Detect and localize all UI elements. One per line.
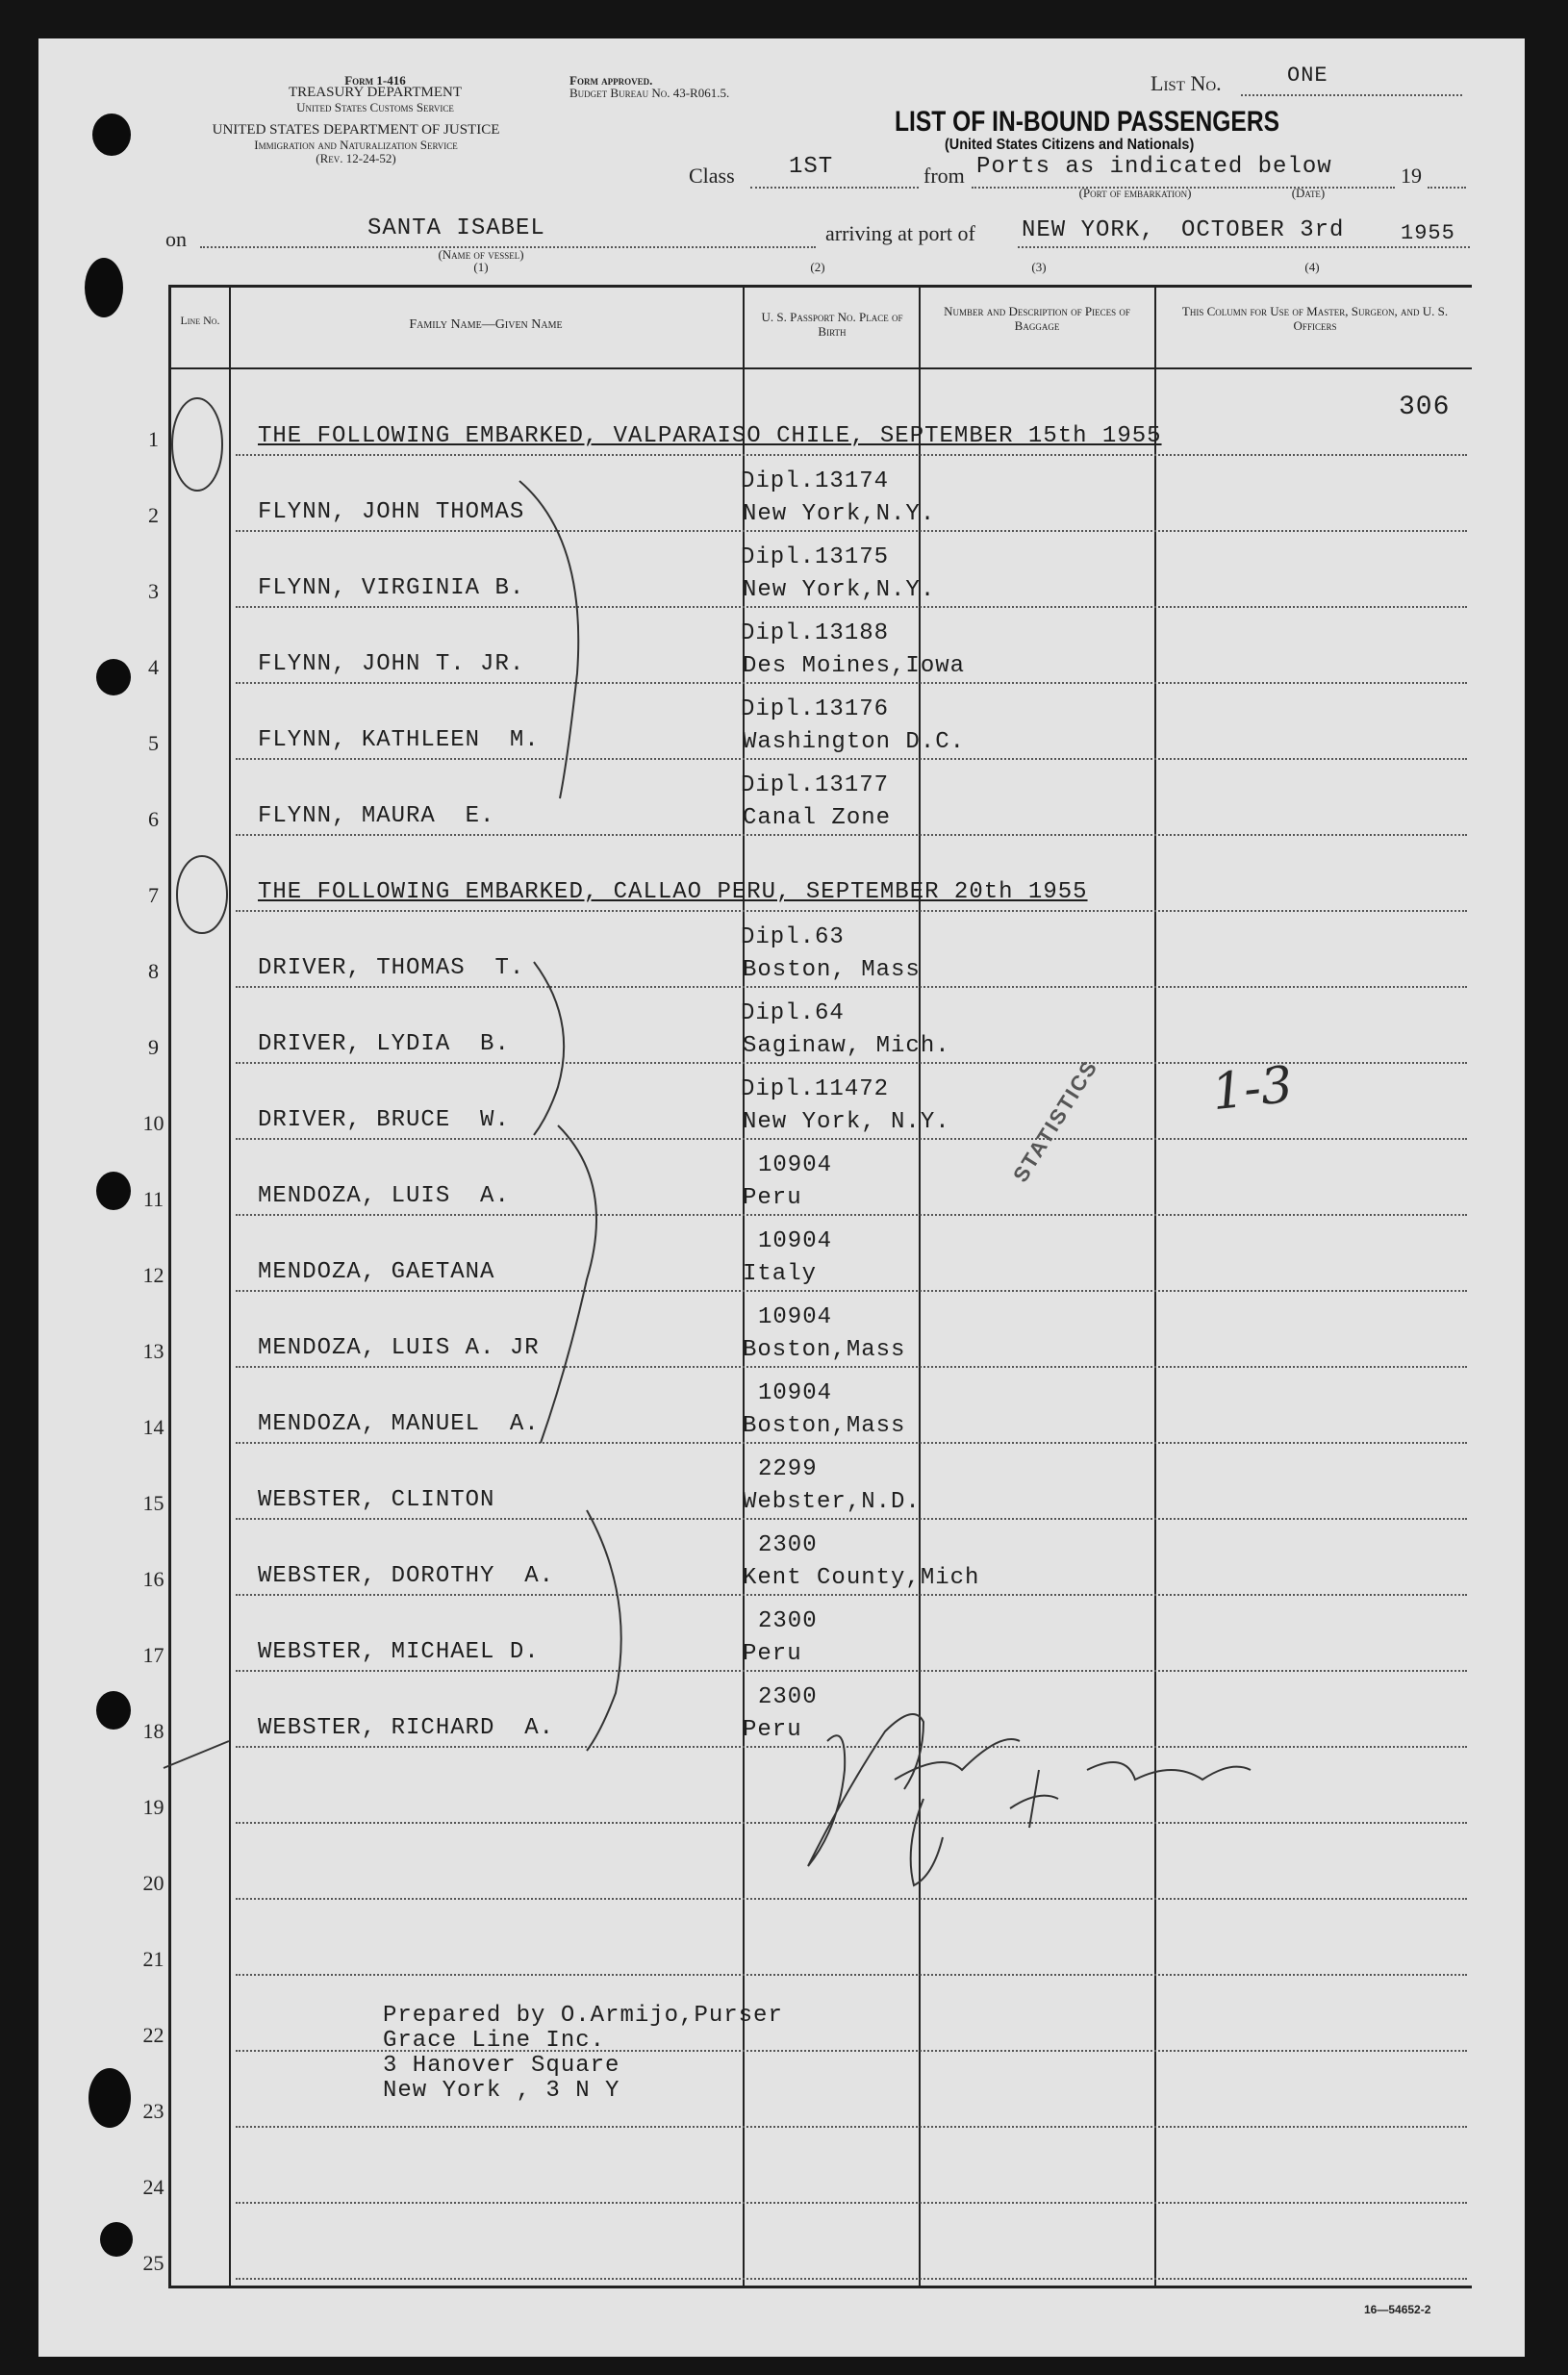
- passport-number: 2300: [758, 1684, 818, 1710]
- list-no-label: List No.: [1151, 71, 1222, 95]
- line-number: 17: [142, 1643, 164, 1667]
- place-of-birth: New York,N.Y.: [743, 501, 936, 527]
- budget-bureau: Budget Bureau No. 43-R061.5.: [569, 86, 730, 100]
- line-number: 16: [142, 1567, 164, 1591]
- line-number: 25: [142, 2251, 164, 2275]
- tick-line-18: [164, 1741, 229, 1768]
- place-of-birth: Webster,N.D.: [743, 1489, 921, 1515]
- prepared-by-line3: 3 Hanover Square: [383, 2053, 620, 2079]
- passenger-name: MENDOZA, GAETANA: [258, 1259, 495, 1285]
- line-number: 20: [142, 1871, 164, 1895]
- prepared-by-line2: Grace Line Inc.: [383, 2028, 606, 2054]
- passenger-name: FLYNN, JOHN THOMAS: [258, 499, 525, 525]
- line-number: 14: [142, 1415, 164, 1439]
- place-of-birth: Saginaw, Mich.: [743, 1033, 950, 1059]
- treasury-department: TREASURY DEPARTMENT: [288, 85, 463, 100]
- revision-date: (Rev. 12-24-52): [316, 151, 396, 165]
- line-number: 7: [148, 883, 159, 907]
- passenger-name: FLYNN, KATHLEEN M.: [258, 727, 540, 753]
- passport-number: Dipl.13177: [741, 772, 890, 798]
- place-of-birth: Boston, Mass: [743, 957, 921, 983]
- column-number-2: (2): [810, 260, 825, 274]
- passenger-name: WEBSTER, DOROTHY A.: [258, 1563, 555, 1589]
- place-of-birth: Des Moines,Iowa: [743, 653, 966, 679]
- passport-number: 2300: [758, 1532, 818, 1558]
- passport-number: Dipl.63: [741, 924, 845, 950]
- line-number: 23: [142, 2099, 164, 2123]
- line-number: 9: [148, 1035, 159, 1059]
- statistics-stamp: STATISTICS: [1008, 1054, 1103, 1187]
- passport-number: 10904: [758, 1152, 833, 1178]
- column-header-name: Family Name—Given Name: [409, 317, 563, 332]
- arrival-port: NEW YORK,: [1022, 217, 1155, 243]
- place-of-birth: Boston,Mass: [743, 1413, 906, 1439]
- place-of-birth: Peru: [743, 1717, 802, 1743]
- date-caption: (Date): [1291, 186, 1326, 200]
- justice-department: UNITED STATES DEPARTMENT OF JUSTICE: [212, 122, 500, 138]
- line-number: 15: [142, 1491, 164, 1515]
- prepared-by-line1: Prepared by O.Armijo,Purser: [383, 2003, 783, 2029]
- passenger-name: MENDOZA, LUIS A. JR: [258, 1335, 540, 1361]
- year-prefix: 19: [1401, 164, 1422, 188]
- place-of-birth: Washington D.C.: [743, 729, 966, 755]
- place-of-birth: Kent County,Mich: [743, 1565, 980, 1591]
- footer-code: 16—54652-2: [1364, 2303, 1431, 2316]
- customs-service: United States Customs Service: [296, 100, 454, 114]
- passenger-name: DRIVER, THOMAS T.: [258, 955, 525, 981]
- line-number: 5: [148, 731, 159, 755]
- port-embarkation-caption: (Port of embarkation): [1078, 186, 1192, 200]
- column-number-4: (4): [1304, 260, 1320, 274]
- passenger-name: DRIVER, BRUCE W.: [258, 1107, 510, 1133]
- from-value: Ports as indicated below: [976, 154, 1332, 180]
- passport-number: Dipl.11472: [741, 1076, 890, 1102]
- line-number: 1: [148, 427, 159, 451]
- line-number: 10: [142, 1111, 164, 1135]
- place-of-birth: Peru: [743, 1641, 802, 1667]
- page-subtitle: (United States Citizens and Nationals): [945, 137, 1195, 153]
- passenger-name: FLYNN, MAURA E.: [258, 803, 495, 829]
- line-number: 3: [148, 579, 159, 603]
- line-number: 11: [142, 1187, 164, 1211]
- line-number: 22: [142, 2023, 164, 2047]
- line-number: 18: [142, 1719, 164, 1743]
- arrival-date: OCTOBER 3rd: [1181, 217, 1345, 243]
- bracket-webster: [587, 1510, 621, 1751]
- column-header-officers: This Column for Use of Master, Surgeon, and U. S. Officers: [1181, 304, 1449, 333]
- line-number: 21: [142, 1947, 164, 1971]
- arrival-year: 1955: [1401, 221, 1455, 245]
- place-of-birth: Canal Zone: [743, 805, 892, 831]
- passport-number: 2299: [758, 1456, 818, 1482]
- vessel-caption: (Name of vessel): [438, 247, 524, 262]
- prepared-by-line4: New York , 3 N Y: [383, 2078, 620, 2104]
- form-number: Form 1-416: [344, 73, 406, 88]
- passenger-name: WEBSTER, RICHARD A.: [258, 1715, 555, 1741]
- passport-number: 10904: [758, 1228, 833, 1254]
- passenger-name: MENDOZA, MANUEL A.: [258, 1411, 540, 1437]
- immigration-service: Immigration and Naturalization Service: [254, 138, 458, 152]
- column-header-baggage: Number and Description of Pieces of Baggage: [944, 304, 1130, 333]
- bracket-driver: [534, 962, 564, 1135]
- line-number: 4: [148, 655, 159, 679]
- bracket-flynn: [519, 481, 578, 798]
- line-number: 2: [148, 503, 159, 527]
- passenger-name: FLYNN, VIRGINIA B.: [258, 575, 525, 601]
- place-of-birth: New York, N.Y.: [743, 1109, 950, 1135]
- passport-number: 10904: [758, 1304, 833, 1330]
- vessel-name: SANTA ISABEL: [367, 215, 545, 241]
- column-header-passport: U. S. Passport No. Place of Birth: [761, 310, 903, 339]
- place-of-birth: New York,N.Y.: [743, 577, 936, 603]
- passenger-name: THE FOLLOWING EMBARKED, CALLAO PERU, SEPTEMBER 20th 1955: [258, 879, 1088, 905]
- place-of-birth: Boston,Mass: [743, 1337, 906, 1363]
- class-label: Class: [689, 164, 735, 188]
- passenger-name: WEBSTER, CLINTON: [258, 1487, 495, 1513]
- passenger-name: THE FOLLOWING EMBARKED, VALPARAISO CHILE, SEPTEMBER 15th 1955: [258, 423, 1162, 449]
- annotation-1-3: 1-3: [1209, 1055, 1296, 1123]
- circle-mark-line-7: [177, 856, 227, 933]
- class-value: 1ST: [789, 154, 834, 180]
- place-of-birth: Peru: [743, 1185, 802, 1211]
- passport-number: Dipl.13175: [741, 544, 890, 570]
- column-number-3: (3): [1031, 260, 1047, 274]
- passenger-name: DRIVER, LYDIA B.: [258, 1031, 510, 1057]
- passport-number: Dipl.13174: [741, 468, 890, 494]
- bracket-mendoza: [541, 1125, 596, 1443]
- page-number: 306: [1399, 392, 1451, 422]
- place-of-birth: Italy: [743, 1261, 818, 1287]
- line-number: 12: [142, 1263, 164, 1287]
- form-approved: Form approved.: [569, 73, 653, 88]
- line-number: 19: [142, 1795, 164, 1819]
- passenger-name: FLYNN, JOHN T. JR.: [258, 651, 525, 677]
- passport-number: Dipl.13176: [741, 696, 890, 722]
- passport-number: 2300: [758, 1608, 818, 1634]
- line-number: 24: [142, 2175, 164, 2199]
- on-label: on: [165, 227, 187, 251]
- line-number: 8: [148, 959, 159, 983]
- page-title: LIST OF IN-BOUND PASSENGERS: [895, 106, 1280, 138]
- passport-number: Dipl.13188: [741, 620, 890, 646]
- line-number: 13: [142, 1339, 164, 1363]
- list-no-value: ONE: [1287, 63, 1328, 88]
- passport-number: 10904: [758, 1380, 833, 1406]
- signature-mark: [808, 1714, 1251, 1885]
- from-label: from: [923, 164, 965, 188]
- arriving-label: arriving at port of: [825, 221, 975, 245]
- passenger-name: MENDOZA, LUIS A.: [258, 1183, 510, 1209]
- circle-mark-line-1: [172, 398, 222, 491]
- line-number: 6: [148, 807, 159, 831]
- passenger-name: WEBSTER, MICHAEL D.: [258, 1639, 540, 1665]
- vessel-number: (1): [473, 260, 489, 274]
- column-header-line-no: Line No.: [180, 314, 220, 327]
- passport-number: Dipl.64: [741, 1000, 845, 1026]
